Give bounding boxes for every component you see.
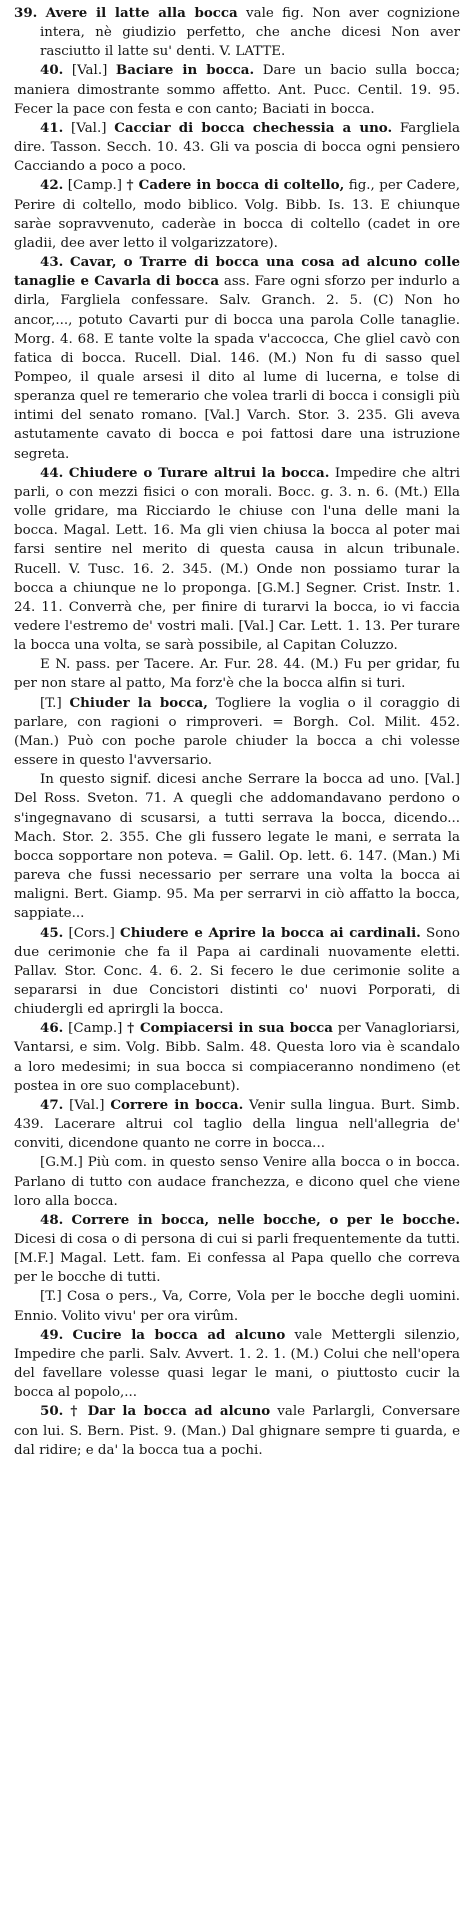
entry-text: Dare un bacio sulla bocca; maniera dimostrante sommo affetto. Ant. Pucc. Centil. 19. 95. Fecer la pace con festa e con canto; Baciati in bocca. [14, 63, 460, 117]
entry-39 [14, 4, 460, 61]
entry-number: 45. [40, 924, 64, 941]
entry-44-serrare [14, 770, 460, 923]
entry-42 [14, 176, 460, 253]
entry-tag: [Camp.] [67, 178, 123, 194]
entry-text: In questo signif. dicesi anche Serrare la bocca ad uno. [Val.] Del Ross. Sveton. 71. A quegli che addomandavano perdono o s'ingegnavano di scusarsi, a tutti serrava la bocca, dicendo... Mach. Stor. 2. 355. Che gli fussero legate le mani, e serrata la bocca sopportare non poteva. = Galil. Op. lett. 6. 147. (Man.) Mi pareva che fussi necessario per serrare una volta la bocca ai maligni. Bert. Giamp. 95. Ma per serrarvi in ciò affatto la bocca, sappiate... [14, 772, 460, 922]
entry-text: Cosa o pers., Va, Corre, Vola per le bocche degli uomini. Ennio. Volito vivu' per ora virûm. [14, 1289, 460, 1324]
entry-headword: Chiuder la bocca, [69, 694, 208, 711]
entry-tag: [G.M.] [40, 1155, 83, 1171]
entry-headword: Cucire la bocca ad alcuno [72, 1326, 286, 1343]
entry-text: per Vanagloriarsi, Vantarsi, e sim. Volg. Bibb. Salm. 48. Questa loro via è scandalo a loro medesimi; in sua bocca si compiaceranno nondimeno (et postea in ore suo complacebunt). [14, 1021, 460, 1094]
entry-headword: Cacciar di bocca chechessia a uno. [114, 119, 393, 136]
entry-headword: † Dar la bocca ad alcuno [70, 1403, 271, 1420]
entry-headword: Avere il latte alla bocca [45, 5, 238, 21]
entry-headword: Correre in bocca. [110, 1096, 244, 1113]
entry-text: Dicesi di cosa o di persona di cui si parli frequentemente da tutti. [M.F.] Magal. Lett. fam. Ei confessa al Papa quello che correva per le bocche di tutti. [14, 1232, 460, 1286]
entry-number: 49. [40, 1326, 64, 1343]
entry-number: 47. [40, 1096, 64, 1113]
entry-46 [14, 1019, 460, 1096]
entry-text: vale Parlargli, Conversare con lui. S. Bern. Pist. 9. (Man.) Dal ghignare sempre ti guarda, e dal ridire; e da' la bocca tua a pochi. [14, 1404, 461, 1458]
entry-text: Impedire che altri parli, o con mezzi fisici o con morali. Bocc. g. 3. n. 6. (Mt.) Ella volle gridare, ma Ricciardo le chiuse con l'una delle mani la bocca. Magal. Lett. 16. Ma gli vien chiusa la bocca al poter mai farsi sentire nel merito di questa causa in alcun tribunale. Rucell. V. Tusc. 16. 2. 345. (M.) Onde non possiamo turar la bocca a chiunque ne lo proponga. [G.M.] Segner. Crist. Instr. 1. 24. 11. Converrà che, per finire di turarvi la bocca, io vi faccia vedere l'estremo de' vostri mali. [Val.] Car. Lett. 1. 13. Per turare la bocca una volta, se sarà possibile, al Capitan Coluzzo. [14, 465, 460, 654]
entry-text: Togliere la voglia o il coraggio di parlare, con ragioni o rimproveri. = Borgh. Col. Milit. 452. (Man.) Può con poche parole chiuder la bocca a chi volesse essere in questo l'avversario. [14, 695, 460, 769]
entry-text: vale fig. Non aver cognizione intera, nè giudizio perfetto, che anche dicesi Non aver rasciutto il latte su' denti. V. LATTE. [40, 6, 460, 60]
entry-text: Sono due cerimonie che fa il Papa ai cardinali nuovamente eletti. Pallav. Stor. Conc. 4. 6. 2. Si fecero le due cerimonie solite a separarsi in due Concistori distinti co' nuovi Porporati, di chiudergli ed aprirgli la bocca. [14, 925, 460, 1018]
entry-text: fig., per Cadere, Perire di coltello, modo biblico. Volg. Bibb. Is. 13. E chiunque saràe sopravvenuto, caderàe in bocca di coltello (cadet in ore gladii, dee aver letto il volgarizzatore). [14, 178, 460, 251]
entry-44-sub [14, 694, 460, 771]
entry-43 [14, 253, 460, 464]
entry-tag: [Val.] [71, 63, 108, 79]
entry-number: 50. [40, 1403, 64, 1420]
entry-number: 40. [40, 62, 64, 79]
entry-headword: † Compiacersi in sua bocca [127, 1020, 333, 1037]
entry-48-sub [14, 1287, 460, 1325]
entry-41 [14, 119, 460, 176]
entry-tag: [Val.] [69, 1097, 105, 1113]
entry-tag: [T.] [40, 695, 62, 711]
entry-number: 41. [40, 119, 64, 136]
entry-headword: † Cadere in bocca di coltello, [126, 177, 345, 194]
entry-text: ass. Fare ogni sforzo per indurlo a dirla, Fargliela confessare. Salv. Granch. 2. 5. (C) Non ho ancor,..., potuto Cavarti pur di bocca una parola Colle tanaglie. Morg. 4. 68. E tante volte la spada v'accocca, Che gliel cavò con fatica di bocca. Rucell. Dial. 146. (M.) Non fu di sasso quel Pompeo, il quale arsesi il dito al lume di lucerna, e tolse di speranza quel re temerario che volea trarli di bocca i consigli più intimi del senato romano. [Val.] Varch. Stor. 3. 235. Gli aveva astutamente cavato di bocca e poi fattosi dare una istruzione segreta. [14, 274, 461, 462]
entry-headword: Chiudere o Turare altrui la bocca. [68, 464, 330, 481]
entry-headword: Correre in bocca, nelle bocche, o per le bocche. [71, 1211, 461, 1228]
entry-45 [14, 924, 460, 1020]
entry-headword: Chiudere e Aprire la bocca ai cardinali. [120, 924, 421, 941]
entry-number: 44. [40, 464, 64, 481]
entry-44-pass [14, 655, 460, 693]
entry-number: 46. [40, 1020, 64, 1037]
entry-number: 42. [40, 177, 64, 194]
entry-text: E N. pass. per Tacere. Ar. Fur. 28. 44. (M.) Fu per gridar, fu per non stare al patto, Ma forz'è che la bocca alfin si turi. [14, 657, 460, 692]
entry-50 [14, 1402, 460, 1459]
entry-48 [14, 1211, 460, 1288]
entry-number: 48. [40, 1211, 64, 1228]
entry-tag: [T.] [40, 1289, 62, 1305]
entry-47-sub [14, 1153, 460, 1210]
entry-tag: [Camp.] [68, 1021, 123, 1037]
entry-49 [14, 1326, 460, 1403]
entry-headword: Cavar, o Trarre di bocca una cosa ad alcuno colle tanaglie e Cavarla di bocca [14, 254, 460, 290]
entry-text: Venir sulla lingua. Burt. Simb. 439. Lacerare altrui col taglio della lingua nell'allegria de' conviti, dicendone quanto ne corre in bocca... [14, 1097, 461, 1152]
entry-number: 39. [14, 5, 38, 21]
entry-47 [14, 1096, 460, 1153]
entry-text: Più com. in questo senso Venire alla bocca o in bocca. Parlano di tutto con audace franchezza, e dicono quel che viene loro alla bocca. [14, 1155, 460, 1209]
entry-text: vale Mettergli silenzio, Impedire che parli. Salv. Avvert. 1. 2. 1. (M.) Colui che nell'opera del favellare volesse quasi legar le mani, o piuttosto cucir la bocca al popolo,... [14, 1327, 460, 1401]
entry-text: Fargliela dire. Tasson. Secch. 10. 43. Gli va poscia di bocca ogni pensiero Cacciando a poco a poco. [14, 120, 461, 175]
entry-headword: Baciare in bocca. [115, 62, 255, 79]
entry-tag: [Cors.] [68, 925, 115, 941]
entry-tag: [Val.] [71, 120, 107, 136]
entry-40 [14, 61, 460, 118]
entry-44 [14, 464, 460, 656]
entry-number: 43. [40, 254, 64, 271]
